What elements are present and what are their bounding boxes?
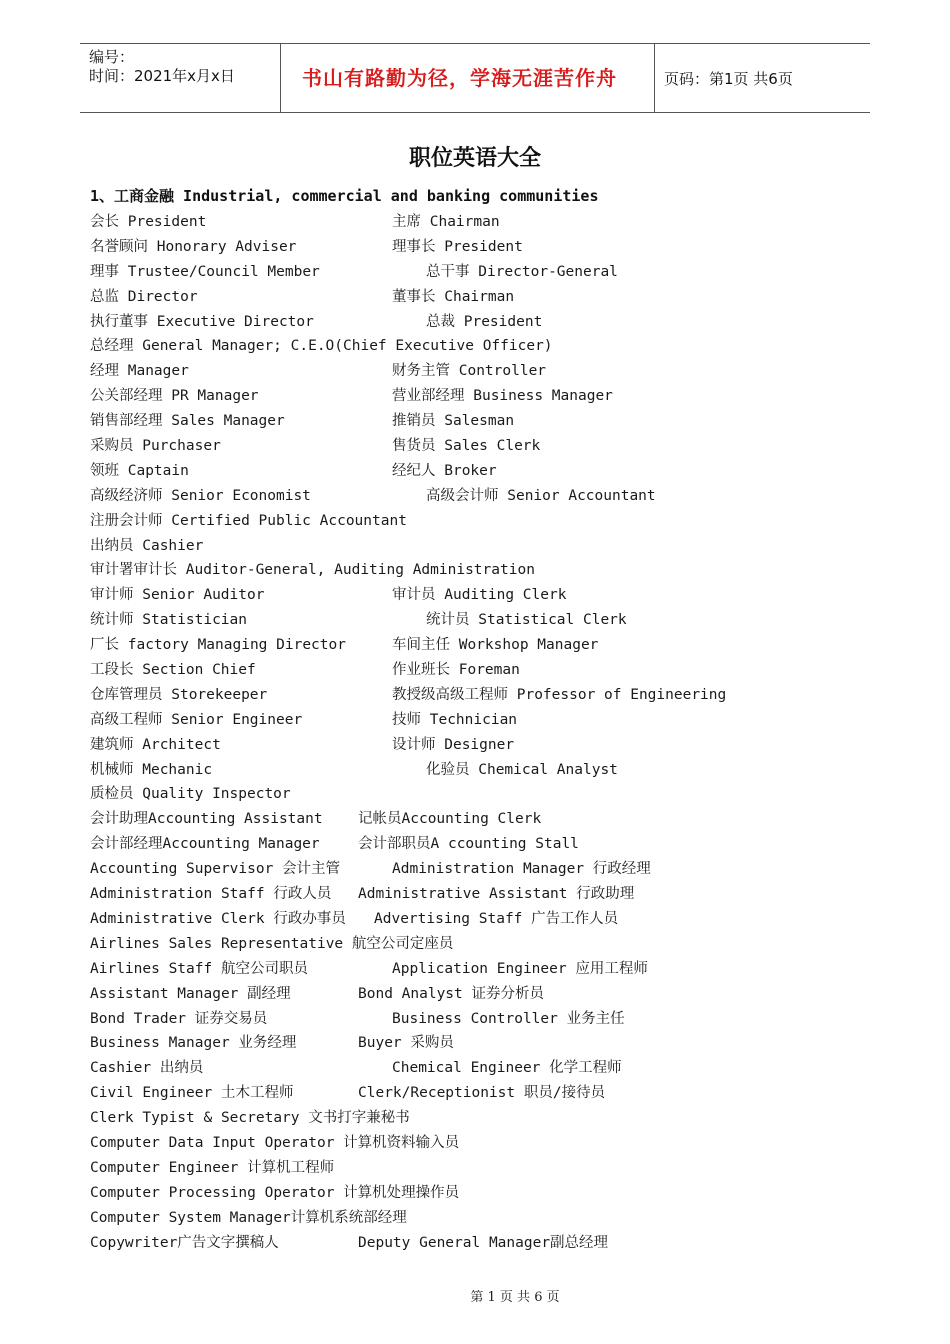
list-item [90,1231,870,1256]
term-left: Clerk Typist & Secretary 文书打字兼秘书 [90,1110,410,1127]
document-number-label: 编号： [89,48,135,66]
section-heading: 1、工商金融 Industrial, commercial and banking communities [90,187,599,205]
list-item [90,857,870,882]
list-item [90,907,870,932]
term-right: Business Controller 业务主任 [392,1010,625,1027]
term-right: 主席 Chairman [392,214,500,230]
job-title-list [90,210,870,1255]
term-right: 推销员 Salesman [392,413,515,430]
list-item [90,1181,870,1206]
list-item [90,434,870,459]
term-left: Administrative Clerk 行政办事员 [90,910,346,927]
term-left: Computer System Manager计算机系统部经理 [90,1209,407,1226]
term-right: 技师 Technician [392,711,518,728]
list-item [90,509,870,534]
term-right: 售货员 Sales Clerk [392,438,541,455]
term-left: 理事 Trustee/Council Member [90,263,320,280]
list-item [90,235,870,260]
list-item [90,1131,870,1156]
term-left: 会计部经理Accounting Manager [90,836,320,853]
list-item [90,1056,870,1081]
term-right: 车间主任 Workshop Manager [392,637,599,654]
term-right: Clerk/Receptionist 职员/接待员 [358,1085,606,1102]
term-right: 审计员 Auditing Clerk [392,587,567,604]
term-right: 董事长 Chairman [392,288,515,305]
term-left: Bond Trader 证券交易员 [90,1010,268,1027]
term-right: 记帐员Accounting Clerk [358,811,542,828]
list-item [90,1206,870,1231]
term-right: Administrative Assistant 行政助理 [358,886,635,903]
term-right: 教授级高级工程师 Professor of Engineering [392,686,727,703]
list-item [90,459,870,484]
header-divider [280,44,281,112]
term-left: Civil Engineer 土木工程师 [90,1085,294,1102]
term-left: 注册会计师 Certified Public Accountant [90,512,407,529]
list-item [90,1007,870,1032]
term-left: 总经理 General Manager; C.E.O(Chief Executive Officer) [90,338,553,355]
term-left: Airlines Staff 航空公司职员 [90,960,308,977]
list-item [90,310,870,335]
term-right: Buyer 采购员 [358,1035,454,1052]
list-item [90,285,870,310]
term-right: Chemical Engineer 化学工程师 [392,1060,622,1077]
term-right: 总裁 President [426,313,543,330]
header-divider [654,44,655,112]
list-item [90,583,870,608]
list-item [90,359,870,384]
list-item [90,260,870,285]
term-left: Cashier 出纳员 [90,1060,204,1077]
term-left: Computer Engineer 计算机工程师 [90,1159,335,1176]
term-left: 统计师 Statistician [90,612,247,629]
term-left: 建筑师 Architect [90,736,221,753]
term-left: 领班 Captain [90,462,189,479]
list-item [90,334,870,359]
term-left: 高级经济师 Senior Economist [90,487,311,504]
term-left: Business Manager 业务经理 [90,1035,297,1052]
list-item [90,782,870,807]
term-left: 采购员 Purchaser [90,438,221,455]
list-item [90,807,870,832]
list-item [90,708,870,733]
term-right: 化验员 Chemical Analyst [426,761,618,778]
header-page-info: 页码：第1页 共6页 [664,70,793,88]
term-left: 总监 Director [90,288,198,305]
term-left: 出纳员 Cashier [90,537,204,554]
term-left: Computer Data Input Operator 计算机资料输入员 [90,1134,460,1151]
term-left: 工段长 Section Chief [90,662,256,679]
list-item [90,558,870,583]
list-item [90,1031,870,1056]
term-left: 名誉顾问 Honorary Adviser [90,238,297,255]
term-left: 经理 Manager [90,363,189,380]
term-right: 高级会计师 Senior Accountant [426,487,656,504]
term-left: 审计署审计长 Auditor-General, Auditing Administration [90,562,535,579]
list-item [90,409,870,434]
term-left: 质检员 Quality Inspector [90,786,291,803]
list-item [90,882,870,907]
term-right: Advertising Staff 广告工作人员 [374,910,619,927]
list-item [90,932,870,957]
list-item [90,484,870,509]
term-right: Administration Manager 行政经理 [392,861,651,878]
term-left: 机械师 Mechanic [90,761,213,778]
term-right: 统计员 Statistical Clerk [426,612,627,629]
term-right: Application Engineer 应用工程师 [392,960,648,977]
term-left: 会计助理Accounting Assistant [90,811,323,828]
term-left: 公关部经理 PR Manager [90,388,259,405]
list-item [90,758,870,783]
page-footer: 第 1 页 共 6 页 [470,1290,560,1305]
list-item [90,1106,870,1131]
term-left: Administration Staff 行政人员 [90,886,332,903]
term-right: 经纪人 Broker [392,462,497,479]
document-date-label: 时间：2021年x月x日 [89,67,235,85]
term-left: Assistant Manager 副经理 [90,985,291,1002]
term-right: Deputy General Manager副总经理 [358,1234,609,1251]
list-item [90,957,870,982]
term-left: Accounting Supervisor 会计主管 [90,861,341,878]
term-left: 高级工程师 Senior Engineer [90,711,303,728]
term-left: Airlines Sales Representative 航空公司定座员 [90,935,454,952]
term-left: 厂长 factory Managing Director [90,637,346,654]
term-right: 会计部职员A ccounting Stall [358,836,579,853]
list-item [90,683,870,708]
term-left: 审计师 Senior Auditor [90,587,265,604]
term-right: 作业班长 Foreman [392,662,520,679]
term-right: 设计师 Designer [392,736,515,753]
list-item [90,733,870,758]
term-right: 总干事 Director-General [426,263,618,280]
term-right: 理事长 President [392,238,523,255]
term-left: 仓库管理员 Storekeeper [90,686,268,703]
list-item [90,832,870,857]
list-item [90,1081,870,1106]
term-left: 会长 President [90,214,207,230]
term-left: Computer Processing Operator 计算机处理操作员 [90,1184,460,1201]
page-title: 职位英语大全 [408,146,541,171]
list-item [90,982,870,1007]
term-right: 财务主管 Controller [392,363,547,380]
term-left: Copywriter广告文字撰稿人 [90,1234,279,1251]
term-right: Bond Analyst 证券分析员 [358,985,544,1002]
list-item [90,658,870,683]
term-right: 营业部经理 Business Manager [392,388,613,405]
term-left: 执行董事 Executive Director [90,313,314,330]
term-left: 销售部经理 Sales Manager [90,413,285,430]
header-motto: 书山有路勤为径，学海无涯苦作舟 [302,66,617,90]
list-item [90,1156,870,1181]
list-item [90,633,870,658]
list-item [90,210,870,235]
document-header [80,43,870,113]
list-item [90,534,870,559]
list-item [90,384,870,409]
list-item [90,608,870,633]
